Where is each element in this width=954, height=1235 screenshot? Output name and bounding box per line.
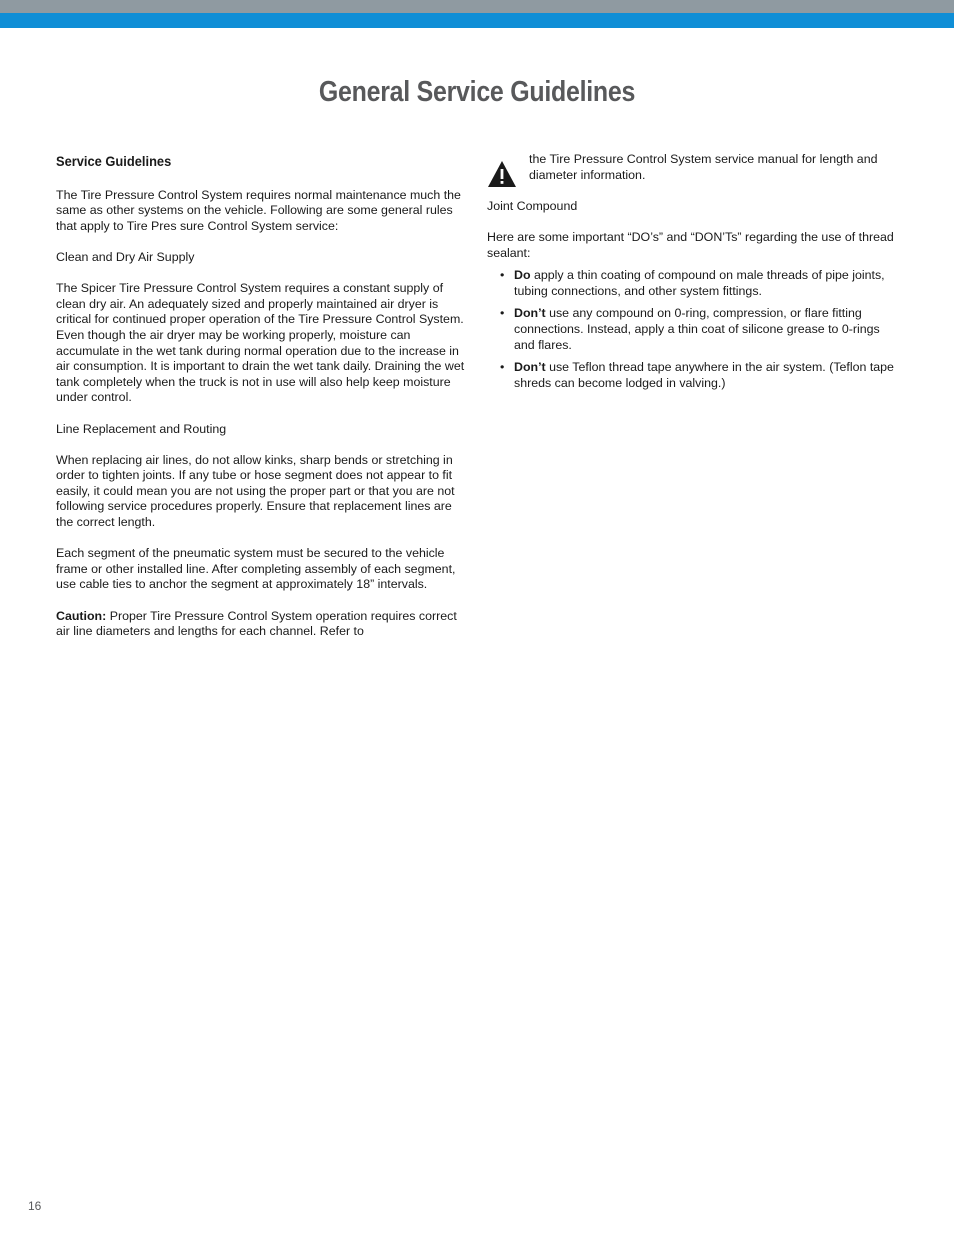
caution-text: Proper Tire Pressure Control System operation requires correct air line diameters and lengths for each channel. Refer to [56, 608, 457, 639]
left-column [56, 154, 470, 640]
caution-continued-text: the Tire Pressure Control System service manual for length and diameter information. [529, 152, 878, 182]
bullet: • [500, 306, 505, 321]
list-item [487, 306, 902, 353]
sealant-list [487, 268, 902, 391]
section-heading: Service Guidelines [56, 153, 172, 169]
bullet-lead: Do [514, 268, 531, 283]
right-column [487, 152, 902, 398]
subheading-air-supply: Clean and Dry Air Supply [56, 249, 195, 264]
warning-triangle-icon [487, 160, 517, 188]
bullet-lead: Don’t [514, 306, 546, 321]
caution-note [56, 609, 470, 640]
subheading-line-replacement: Line Replacement and Routing [56, 421, 227, 436]
air-supply-paragraph: The Spicer Tire Pressure Control System requires a constant supply of clean dry air. An adequately sized and properly maintained air dryer is critical for continued proper operation of the Tire Pressure Control System. Even though the air dryer may be working properly, moisture can accumulate in the wet tank during normal operation due to the increase in air consumption. It is important to drain the wet tank daily. Draining the wet tank completely when the truck is not in use will also help keep moisture under control. [56, 281, 465, 405]
subheading-joint-compound: Joint Compound [487, 198, 578, 213]
bullet-text: use Teflon thread tape anywhere in the air system. (Teflon tape shreds can become lodged in valving.) [514, 360, 894, 390]
line-replacement-paragraph: When replacing air lines, do not allow kinks, sharp bends or stretching in order to tighten joints. If any tube or hose segment does not appear to fit easily, it could mean you are not using the proper part or that you are not following service procedures properly. Ensure that replacement lines are the correct length. [56, 452, 455, 530]
bullet: • [500, 360, 505, 375]
page-number: 16 [28, 1199, 42, 1213]
segment-paragraph: Each segment of the pneumatic system must be secured to the vehicle frame or other installed line. After completing assembly of each segment, use cable ties to anchor the segment at approximately 18” intervals. [56, 546, 456, 592]
list-item [487, 360, 902, 391]
bullet-text: use any compound on 0-ring, compression, or flare fitting connections. Instead, apply a thin coat of silicone grease to 0-rings and flares. [514, 306, 880, 352]
sealant-intro: Here are some important “DO’s” and “DON’Ts” regarding the use of thread sealant: [487, 229, 894, 260]
header-blue-band [0, 13, 954, 28]
caution-continued [487, 152, 902, 183]
bullet-text: apply a thin coating of compound on male threads of pipe joints, tubing connections, and other system fittings. [514, 268, 885, 298]
header-grey-band [0, 0, 954, 13]
intro-paragraph: The Tire Pressure Control System requires normal maintenance much the same as other systems on the vehicle. Following are some general rules that apply to Tire Pres sure Control System service: [56, 187, 461, 233]
bullet: • [500, 268, 505, 283]
page-title: General Service Guidelines [318, 76, 636, 108]
bullet-lead: Don’t [514, 360, 546, 375]
list-item [487, 268, 902, 299]
caution-label: Caution: [56, 608, 107, 623]
